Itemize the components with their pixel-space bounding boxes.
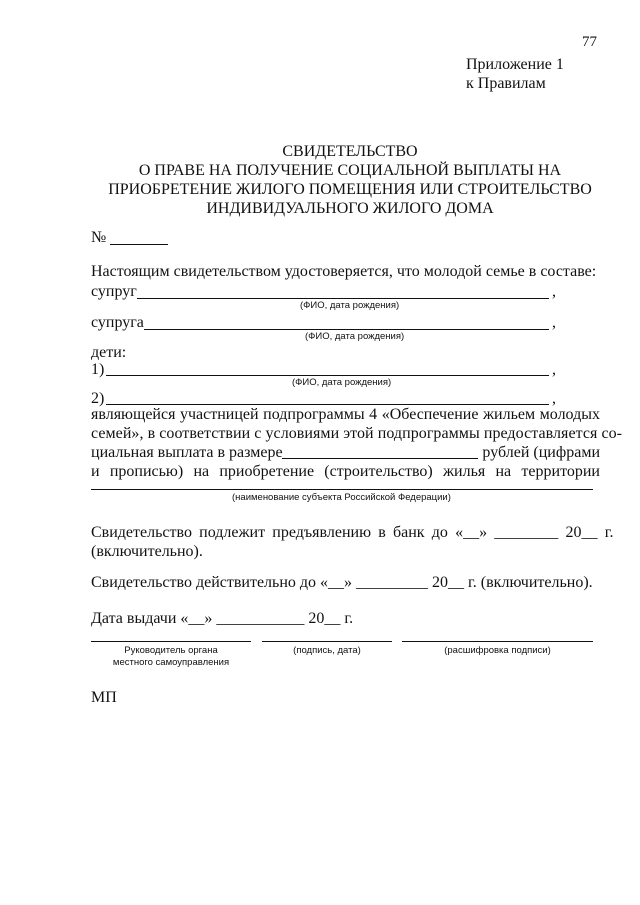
document-title	[70, 142, 630, 218]
line-text: семей», в соответствии с условиями этой подпрограммы предоставляется со-	[91, 425, 623, 442]
word: прописью)	[109, 463, 184, 480]
payment-amount-field[interactable]	[282, 458, 478, 459]
word: и	[91, 463, 100, 480]
region-hint: (наименование субъекта Российской Федерации)	[232, 492, 451, 503]
word: территории	[521, 463, 600, 480]
child-1-fio-field[interactable]	[106, 375, 549, 376]
word: «Обеспечение	[381, 406, 479, 423]
bank-inclusive-text: (включительно).	[91, 543, 203, 560]
husband-fio-field[interactable]	[137, 298, 549, 299]
word: являющейся	[91, 406, 176, 423]
sign-date-line[interactable]	[262, 641, 392, 642]
husband-label: супруг	[91, 283, 137, 300]
program-paragraph	[91, 405, 623, 481]
decipher-line[interactable]	[402, 641, 593, 642]
wife-fio-field[interactable]	[144, 329, 549, 330]
word: 4	[369, 406, 378, 423]
appendix-rules-label: к Правилам	[466, 75, 546, 92]
page-number: 77	[582, 34, 597, 50]
appendix-label: Приложение 1	[466, 56, 564, 73]
head-label-2: местного самоуправления	[112, 657, 230, 668]
paragraph-line-3	[91, 443, 600, 462]
region-field[interactable]	[91, 489, 593, 490]
child-2-comma: ,	[552, 390, 556, 407]
word: приобретение	[219, 463, 315, 480]
child-1-fio-hint: (ФИО, дата рождения)	[292, 377, 392, 388]
issue-date-text: Дата выдачи «__» ___________ 20__ г.	[91, 610, 354, 627]
child-2-label: 2)	[91, 390, 105, 407]
children-label: дети:	[91, 344, 127, 361]
word: жилья	[442, 463, 486, 480]
paragraph-line-2	[91, 424, 623, 443]
title-line-1: СВИДЕТЕЛЬСТВО	[282, 143, 418, 160]
validity-text: Свидетельство действительно до «__» _________ 20__ г. (включительно).	[91, 574, 593, 591]
wife-label: супруга	[91, 314, 144, 331]
word: на	[495, 463, 512, 480]
wife-fio-hint: (ФИО, дата рождения)	[305, 331, 405, 342]
head-signature-line[interactable]	[91, 641, 251, 642]
word: участницей	[180, 406, 259, 423]
husband-comma: ,	[552, 283, 556, 300]
wife-comma: ,	[552, 314, 556, 331]
payment-amount-label: циальная выплата в размере	[91, 444, 283, 461]
word: на	[193, 463, 210, 480]
child-1-label: 1)	[91, 361, 105, 378]
husband-fio-hint: (ФИО, дата рождения)	[300, 300, 400, 311]
title-line-3: ПРИОБРЕТЕНИЕ ЖИЛОГО ПОМЕЩЕНИЯ ИЛИ СТРОИТЕЛЬСТВО	[108, 181, 592, 198]
word: жильем	[482, 406, 536, 423]
paragraph-line-4	[91, 462, 600, 481]
sign-date-label: (подпись, дата)	[293, 645, 361, 656]
bank-line-1	[91, 523, 614, 542]
head-label-1: Руководитель органа	[124, 645, 218, 656]
decipher-label: (расшифровка подписи)	[444, 645, 551, 656]
stamp-place: МП	[91, 689, 117, 706]
word: подпрограммы	[263, 406, 365, 423]
certificate-number-label: №	[91, 229, 107, 246]
bank-line-2	[91, 542, 600, 561]
paragraph-line-1	[91, 405, 600, 424]
title-line-4: ИНДИВИДУАЛЬНОГО ЖИЛОГО ДОМА	[206, 200, 494, 217]
child-1-comma: ,	[552, 361, 556, 378]
bank-paragraph	[91, 523, 614, 561]
bank-deadline-text: Свидетельство подлежит предъявлению в банк до «__» ________ 20__ г.	[91, 524, 614, 541]
certificate-number-field[interactable]	[110, 244, 168, 245]
payment-currency-label: рублей (цифрами	[482, 444, 600, 461]
intro-text: Настоящим свидетельством удостоверяется, что молодой семье в составе:	[91, 263, 597, 280]
word: молодых	[539, 406, 600, 423]
title-line-2: О ПРАВЕ НА ПОЛУЧЕНИЕ СОЦИАЛЬНОЙ ВЫПЛАТЫ НА	[138, 162, 562, 179]
word: (строительство)	[324, 463, 433, 480]
